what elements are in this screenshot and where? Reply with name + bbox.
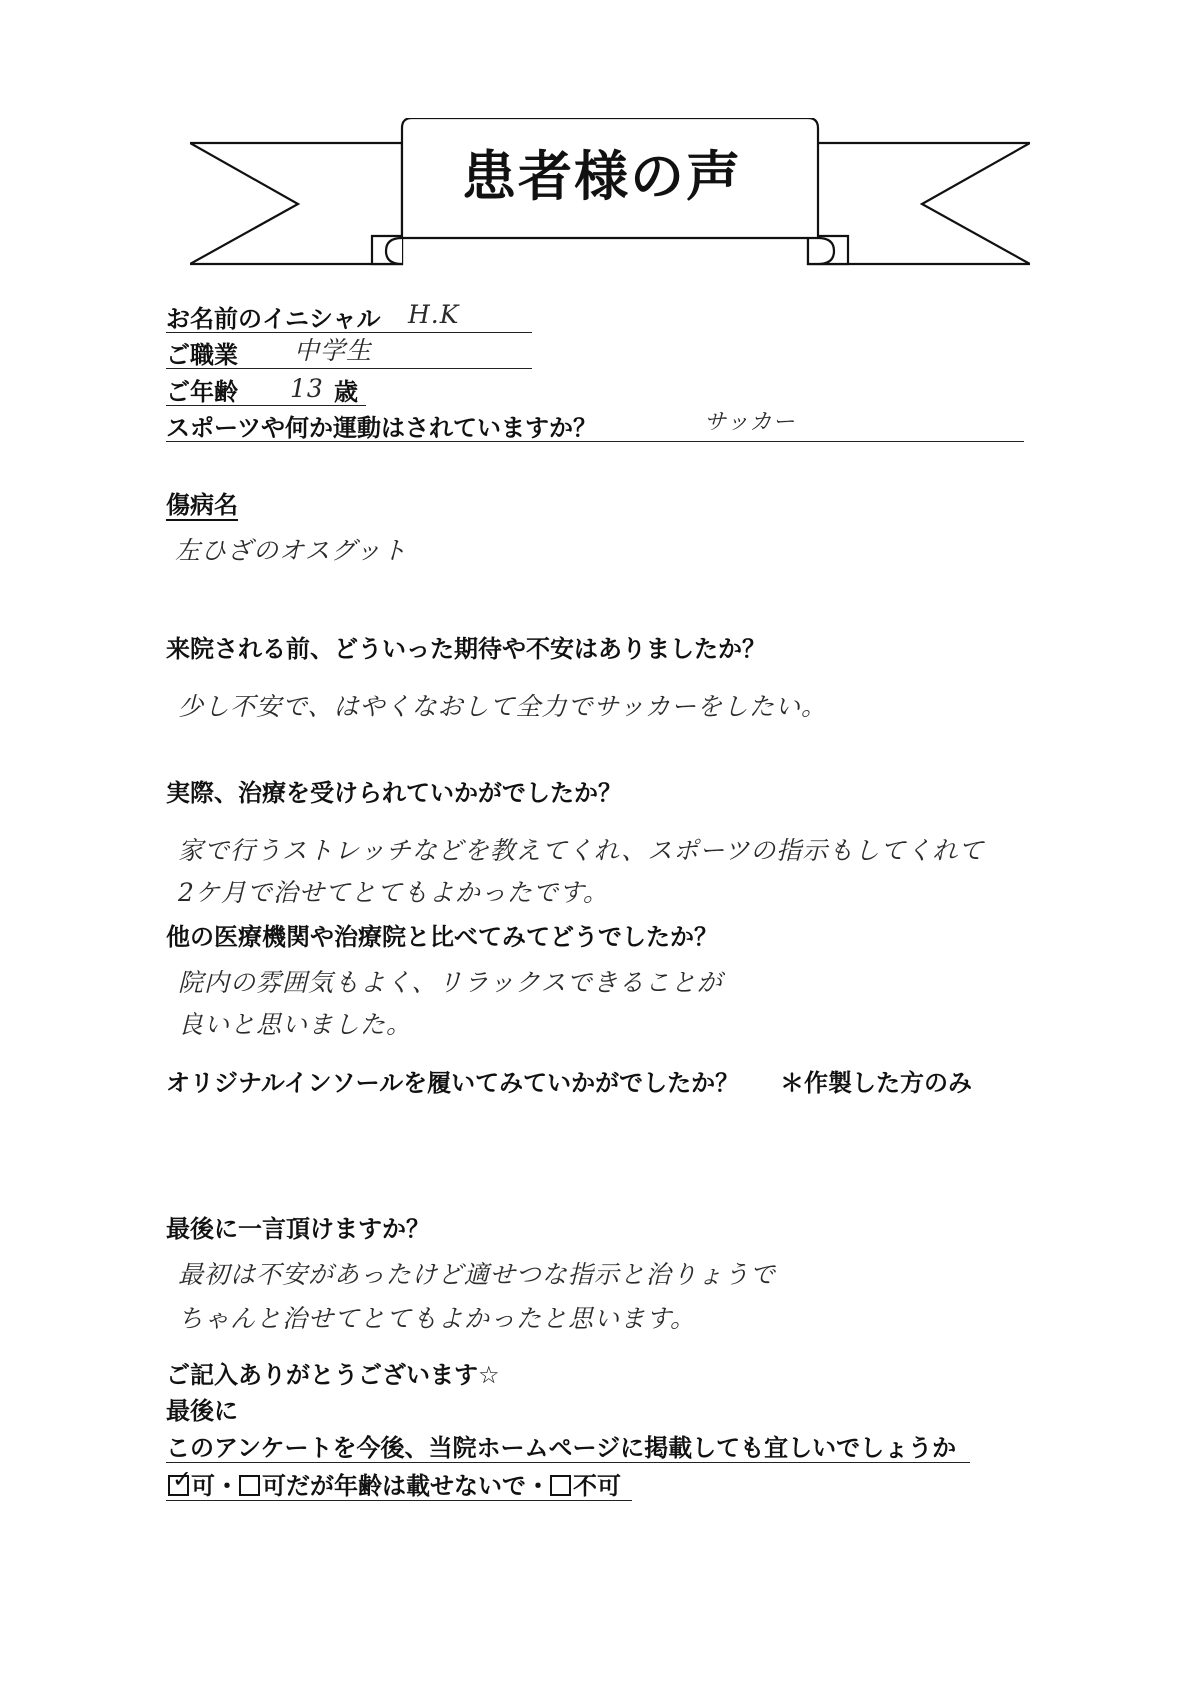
age-value: 13 <box>290 374 324 403</box>
answer-line: 少し不安で、はやくなおして全力でサッカーをしたい。 <box>178 692 828 721</box>
option-deny-label: 不可 <box>573 1472 621 1500</box>
option-allow-no-age[interactable] <box>239 1472 526 1500</box>
injury-value: 左ひざのオスグット <box>175 536 408 565</box>
occupation-value: 中学生 <box>294 336 373 365</box>
question-treatment-label: 実際、治療を受けられていかがでしたか？ <box>166 779 622 807</box>
question-insole-label: オリジナルインソールを履いてみていかがでしたか？ <box>166 1069 740 1097</box>
occupation-rule <box>166 368 532 369</box>
option-separator: ・ <box>526 1472 550 1500</box>
option-allow-label: 可 <box>191 1472 215 1500</box>
answer-line: 家で行うストレッチなどを教えてくれ、スポーツの指示もしてくれて <box>178 836 985 865</box>
answer-line: 良いと思いました。 <box>178 1010 413 1039</box>
age-unit: 歳 <box>334 378 358 406</box>
question-final-comment-label: 最後に一言頂けますか？ <box>166 1215 430 1243</box>
sport-value: サッカー <box>704 410 796 435</box>
last-label: 最後に <box>166 1397 238 1425</box>
option-separator: ・ <box>215 1472 239 1500</box>
question-comparison-label: 他の医療機関や治療院と比べてみてどうでしたか？ <box>166 923 718 951</box>
thanks-message: ご記入ありがとうございます☆ <box>166 1361 500 1389</box>
option-allow-no-age-label: 可だが年齢は載せないで <box>262 1472 526 1500</box>
sport-rule <box>166 441 1024 442</box>
answer-line: 最初は不安があったけど適せつな指示と治りょうで <box>178 1260 776 1289</box>
option-allow[interactable] <box>168 1465 215 1500</box>
consent-question: このアンケートを今後、当院ホームページに掲載しても宜しいでしょうか <box>166 1434 957 1462</box>
initials-rule <box>166 332 532 333</box>
age-label: ご年齢 <box>166 378 238 406</box>
initials-label: お名前のイニシャル <box>166 305 381 333</box>
checkbox-allow[interactable] <box>168 1465 193 1496</box>
checkbox-allow-no-age[interactable] <box>239 1475 260 1496</box>
answer-line: 院内の雰囲気もよく、リラックスできることが <box>178 968 723 997</box>
page-title: 患者様の声 <box>462 145 742 208</box>
check-mark-icon: ✓ <box>172 1465 193 1493</box>
initials-value: H.K <box>408 300 460 329</box>
injury-label: 傷病名 <box>166 491 238 519</box>
checkbox-deny[interactable] <box>550 1475 571 1496</box>
options-rule <box>166 1500 632 1501</box>
option-deny[interactable] <box>550 1472 621 1500</box>
sport-label: スポーツや何か運動はされていますか？ <box>166 414 598 442</box>
occupation-label: ご職業 <box>166 341 238 369</box>
consent-options <box>168 1465 621 1500</box>
answer-line: ちゃんと治せてとてもよかったと思います。 <box>178 1304 697 1333</box>
answer-line: 2ケ月で治せてとてもよかったです。 <box>178 878 609 907</box>
age-rule <box>166 405 366 406</box>
consent-rule <box>166 1462 970 1463</box>
question-insole-note: ＊作製した方のみ <box>780 1069 972 1097</box>
question-expectation-label: 来院される前、どういった期待や不安はありましたか？ <box>166 635 766 663</box>
